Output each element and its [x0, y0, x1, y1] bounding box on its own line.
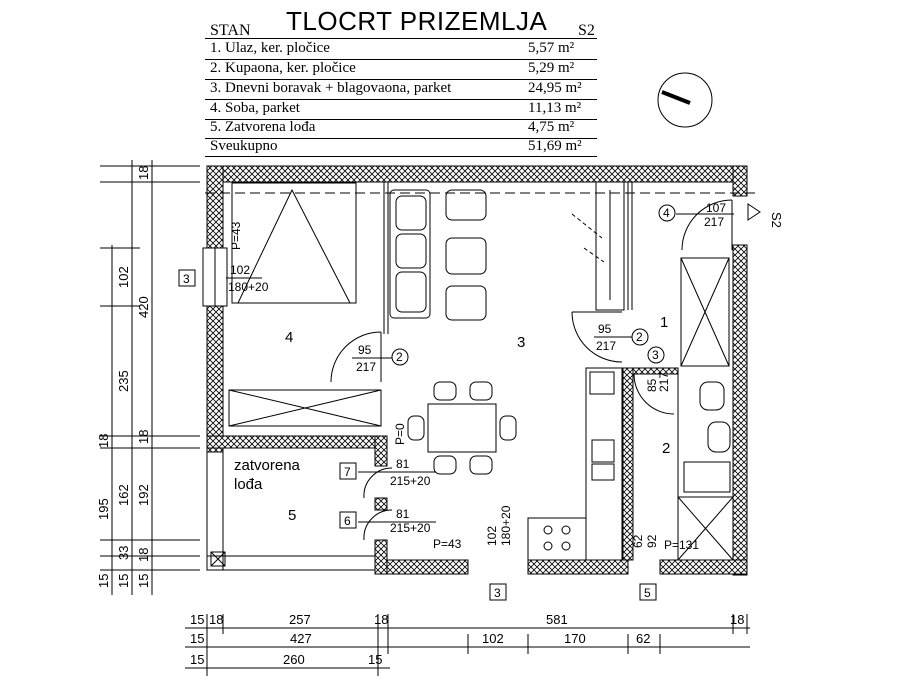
bottom-wall-c — [660, 560, 747, 574]
room-area: 4,75 m² — [528, 119, 575, 135]
opening-height: 217 — [657, 371, 671, 392]
wardrobe — [229, 390, 381, 426]
left-dimension-labels — [96, 166, 151, 588]
dim-label: 192 — [136, 484, 151, 506]
apartment-code: S2 — [578, 22, 595, 39]
room-name: 2. Kupaona, ker. pločice — [210, 60, 356, 76]
dim-label: 15 — [190, 612, 205, 627]
dim-label: 102 — [116, 266, 131, 288]
opening-width: 102 — [485, 525, 499, 546]
bottom-wall-a — [378, 560, 468, 574]
left-window — [203, 248, 227, 306]
dim-label: 18 — [136, 547, 151, 562]
room-name: 1. Ulaz, ker. pločice — [210, 40, 330, 56]
opening-height: 215+20 — [390, 474, 431, 488]
north-arrow-icon — [658, 73, 712, 127]
dim-label: 170 — [564, 631, 586, 646]
loggia-top-wall — [207, 436, 387, 448]
dim-label: 62 — [636, 631, 651, 646]
room-name: 5. Zatvorena lođa — [210, 119, 316, 135]
dim-label: 18 — [730, 612, 745, 627]
opening-height: 217 — [596, 339, 617, 353]
dim-label: 18 — [136, 429, 151, 444]
opening-tag: 2 — [636, 330, 643, 344]
loggia-right-wall-mid — [375, 498, 387, 510]
bathroom-wall — [623, 368, 633, 560]
opening-height: 217 — [704, 215, 725, 229]
dim-label: 102 — [482, 631, 504, 646]
opening-tag: 4 — [663, 206, 670, 220]
room-number: 2 — [662, 440, 671, 457]
room-area: 11,13 m² — [528, 100, 582, 116]
sill-label: P=43 — [433, 537, 462, 551]
sill-label: P=43 — [229, 221, 243, 250]
opening-tag: 7 — [344, 465, 351, 479]
dim-label: 235 — [116, 370, 131, 392]
dim-label: 15 — [116, 573, 131, 588]
dim-label: 162 — [116, 484, 131, 506]
left-wall-upper — [207, 166, 223, 248]
dim-label: 15 — [368, 652, 383, 667]
dim-label: 195 — [96, 498, 111, 520]
partitions — [384, 182, 733, 560]
opening-width: 107 — [706, 201, 727, 215]
room-name: 4. Soba, parket — [210, 100, 300, 116]
dim-label: 257 — [289, 612, 311, 627]
bottom-dimension-labels — [190, 612, 744, 667]
opening-tag: 6 — [344, 514, 351, 528]
dim-label: 18 — [374, 612, 389, 627]
opening-tag: 3 — [652, 348, 659, 362]
bathroom-top-wall — [633, 368, 678, 374]
opening-width: 85 — [645, 378, 659, 392]
loggia-label: zatvorena — [234, 457, 300, 474]
total-name: Sveukupno — [210, 138, 278, 154]
opening-width: 95 — [358, 343, 372, 357]
left-wall-lower — [207, 306, 223, 452]
opening-height: 215+20 — [390, 521, 431, 535]
bottom-dimension-lines — [185, 614, 750, 676]
opening-height: 92 — [645, 534, 659, 548]
opening-tag: 3 — [183, 272, 190, 286]
dim-label: 15 — [136, 573, 151, 588]
opening-tag: 5 — [644, 586, 651, 600]
opening-width: 95 — [598, 322, 612, 336]
right-wall-top — [733, 166, 747, 196]
total-area: 51,69 m² — [528, 138, 582, 154]
dining-table — [408, 382, 516, 474]
bottom-wall-b — [528, 560, 628, 574]
dim-label: 15 — [96, 573, 111, 588]
plan-title: TLOCRT PRIZEMLJA — [286, 6, 548, 36]
opening-tag: 2 — [396, 350, 403, 364]
opening-height: 217 — [356, 360, 377, 374]
dim-label: 18 — [96, 433, 111, 448]
loggia-right-wall-top — [375, 436, 387, 466]
room-number: 5 — [288, 507, 297, 524]
bathroom-fixtures — [684, 382, 730, 492]
dim-label: 18 — [209, 612, 224, 627]
room-number: 4 — [285, 329, 294, 346]
section-mark: S2 — [769, 212, 784, 228]
dim-label: 581 — [546, 612, 568, 627]
room-area: 24,95 m² — [528, 80, 582, 96]
room-number: 1 — [660, 314, 669, 331]
dim-label: 18 — [136, 165, 151, 180]
dim-label: 33 — [116, 545, 131, 560]
opening-width: 81 — [396, 457, 410, 471]
opening-height: 180+20 — [499, 505, 513, 546]
dim-label: 427 — [290, 631, 312, 646]
dim-label: 15 — [190, 631, 205, 646]
top-wall — [207, 166, 747, 182]
section-line — [205, 193, 784, 228]
right-wall — [733, 245, 747, 575]
room-area: 5,29 m² — [528, 60, 575, 76]
opening-width: 62 — [631, 534, 645, 548]
tv-unit — [572, 182, 624, 310]
sill-label: P=131 — [664, 538, 700, 552]
opening-tag: 3 — [494, 586, 501, 600]
dim-label: 260 — [283, 652, 305, 667]
opening-width: 81 — [396, 507, 410, 521]
dim-label: 15 — [190, 652, 205, 667]
room-area: 5,57 m² — [528, 40, 575, 56]
room-number: 3 — [517, 334, 526, 351]
kitchen-counter — [528, 368, 622, 560]
loggia-label: lođa — [234, 476, 263, 493]
opening-width: 102 — [230, 263, 251, 277]
loggia-right-wall-bot — [375, 540, 387, 574]
stan-label: STAN — [210, 22, 251, 39]
opening-height: 180+20 — [228, 280, 269, 294]
sofa — [390, 190, 486, 320]
room-name: 3. Dnevni boravak + blagovaona, parket — [210, 80, 452, 96]
dim-label: 420 — [136, 296, 151, 318]
sill-label: P=0 — [393, 423, 407, 445]
left-dimension-lines — [100, 160, 200, 595]
